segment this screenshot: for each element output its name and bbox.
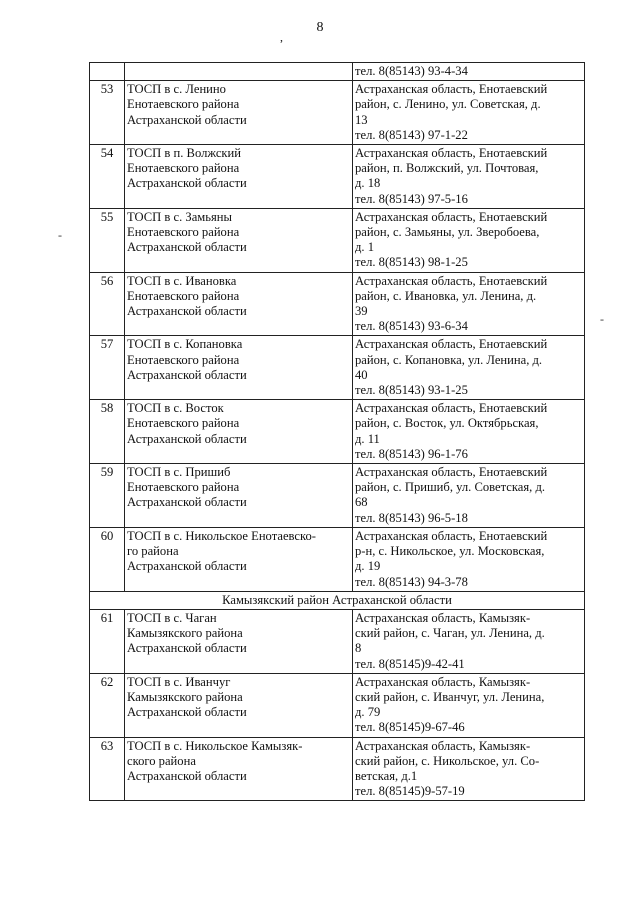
table-row <box>90 63 585 81</box>
office-name-line: ТОСП в с. Ленино <box>127 82 226 97</box>
office-name-line: Енотаевского района <box>127 480 240 495</box>
office-address-cell <box>353 272 585 336</box>
address-line: д. 1 <box>355 240 375 255</box>
address-line: Астраханская область, Камызяк- <box>355 738 531 753</box>
office-name-line: Астраханской области <box>127 304 247 319</box>
row-number: 53 <box>90 81 125 145</box>
office-name-cell <box>125 63 353 81</box>
office-name-line: Астраханской области <box>127 176 247 191</box>
address-line: 40 <box>355 367 368 382</box>
office-name-cell <box>125 336 353 400</box>
address-line: Астраханская область, Енотаевский <box>355 337 548 352</box>
address-line: Астраханская область, Енотаевский <box>355 401 548 416</box>
address-line: Астраханская область, Енотаевский <box>355 82 548 97</box>
office-name-line: Астраханской области <box>127 112 247 127</box>
phone-line: тел. 8(85143) 97-5-16 <box>355 191 468 206</box>
office-name-line: Астраханской области <box>127 431 247 446</box>
office-name-line: ТОСП в с. Никольское Енотаевско- <box>127 528 316 543</box>
table-row <box>90 609 585 673</box>
phone-line: тел. 8(85143) 98-1-25 <box>355 255 468 270</box>
section-row <box>90 591 585 609</box>
office-name-line: ТОСП в с. Замьяны <box>127 209 233 224</box>
office-name-line: Астраханской области <box>127 705 247 720</box>
office-name-line: ТОСП в с. Пришиб <box>127 465 231 480</box>
row-number: 61 <box>90 609 125 673</box>
row-number: 55 <box>90 208 125 272</box>
address-line: район, с. Замьяны, ул. Зверобоева, <box>355 225 540 240</box>
office-name-line: Астраханской области <box>127 641 247 656</box>
address-line: д. 11 <box>355 431 380 446</box>
address-line: Астраханская область, Енотаевский <box>355 465 548 480</box>
office-name-cell <box>125 673 353 737</box>
margin-tick: - <box>600 312 604 326</box>
address-line: Астраханская область, Камызяк- <box>355 610 531 625</box>
address-line: Астраханская область, Камызяк- <box>355 674 531 689</box>
address-line: Астраханская область, Енотаевский <box>355 273 548 288</box>
office-name-cell <box>125 272 353 336</box>
address-line: 68 <box>355 495 368 510</box>
office-name-cell <box>125 527 353 591</box>
table-row <box>90 208 585 272</box>
office-name-line: Астраханской области <box>127 495 247 510</box>
address-line: 8 <box>355 641 362 656</box>
address-line: район, п. Волжский, ул. Почтовая, <box>355 161 539 176</box>
address-line: район, с. Восток, ул. Октябрьская, <box>355 416 539 431</box>
table-row <box>90 81 585 145</box>
office-name-line: ТОСП в с. Восток <box>127 401 224 416</box>
phone-line: тел. 8(85143) 94-3-78 <box>355 574 468 589</box>
row-number: 57 <box>90 336 125 400</box>
table-row <box>90 673 585 737</box>
address-line: Астраханская область, Енотаевский <box>355 146 548 161</box>
address-line: район, с. Копановка, ул. Ленина, д. <box>355 352 543 367</box>
office-name-line: Астраханской области <box>127 240 247 255</box>
office-name-cell <box>125 81 353 145</box>
row-number: 62 <box>90 673 125 737</box>
phone-line: тел. 8(85145)9-67-46 <box>355 720 465 735</box>
table-row <box>90 272 585 336</box>
address-line: д. 19 <box>355 559 381 574</box>
phone-line: тел. 8(85143) 93-6-34 <box>355 319 468 334</box>
phone-line: тел. 8(85143) 96-5-18 <box>355 510 468 525</box>
table-row <box>90 464 585 528</box>
table-row <box>90 145 585 209</box>
phone-line: тел. 8(85143) 93-4-34 <box>355 64 468 78</box>
row-number: 63 <box>90 737 125 801</box>
phone-line: тел. 8(85143) 97-1-22 <box>355 127 468 142</box>
office-name-cell <box>125 737 353 801</box>
table-row <box>90 400 585 464</box>
office-name-line: Астраханской области <box>127 768 247 783</box>
office-name-line: Астраханской области <box>127 559 247 574</box>
address-line: д. 79 <box>355 705 381 720</box>
table-row <box>90 737 585 801</box>
address-line: ветская, д.1 <box>355 768 418 783</box>
office-name-cell <box>125 609 353 673</box>
office-address-cell <box>353 737 585 801</box>
row-number-cell <box>90 63 125 81</box>
office-name-line: ского района <box>127 753 196 768</box>
margin-tick: - <box>58 228 62 242</box>
phone-line: тел. 8(85145)9-57-19 <box>355 784 465 799</box>
office-address-cell <box>353 527 585 591</box>
office-name-line: ТОСП в с. Иванчуг <box>127 674 231 689</box>
address-line: район, с. Ленино, ул. Советская, д. <box>355 97 541 112</box>
address-line: Астраханская область, Енотаевский <box>355 209 548 224</box>
phone-line: тел. 8(85143) 96-1-76 <box>355 446 468 461</box>
office-name-line: Камызякского района <box>127 626 243 641</box>
stray-mark: , <box>280 30 283 44</box>
address-line: ский район, с. Иванчуг, ул. Ленина, <box>355 689 545 704</box>
row-number: 59 <box>90 464 125 528</box>
phone-line: тел. 8(85143) 93-1-25 <box>355 383 468 398</box>
address-line: ский район, с. Никольское, ул. Со- <box>355 753 540 768</box>
address-line: район, с. Ивановка, ул. Ленина, д. <box>355 288 537 303</box>
address-line: Астраханская область, Енотаевский <box>355 528 548 543</box>
office-name-cell <box>125 464 353 528</box>
office-name-line: ТОСП в п. Волжский <box>127 146 242 161</box>
address-line: 13 <box>355 112 368 127</box>
office-address-cell <box>353 609 585 673</box>
office-name-cell <box>125 208 353 272</box>
page-number: 8 <box>316 20 324 35</box>
office-address-cell <box>353 336 585 400</box>
row-number: 58 <box>90 400 125 464</box>
office-address-cell <box>353 464 585 528</box>
office-name-line: Енотаевского района <box>127 97 240 112</box>
office-name-line: ТОСП в с. Копановка <box>127 337 243 352</box>
phone-line: тел. 8(85145)9-42-41 <box>355 656 465 671</box>
office-name-line: Енотаевского района <box>127 161 240 176</box>
office-name-line: Енотаевского района <box>127 288 240 303</box>
office-name-line: Астраханской области <box>127 367 247 382</box>
office-address-cell <box>353 63 585 81</box>
office-address-cell <box>353 673 585 737</box>
row-number: 56 <box>90 272 125 336</box>
address-line: ский район, с. Чаган, ул. Ленина, д. <box>355 626 545 641</box>
table-row <box>90 527 585 591</box>
office-name-line: Камызякского района <box>127 689 243 704</box>
office-address-cell <box>353 145 585 209</box>
office-name-line: Енотаевского района <box>127 352 240 367</box>
office-name-cell <box>125 145 353 209</box>
office-address-cell <box>353 400 585 464</box>
address-line: р-н, с. Никольское, ул. Московская, <box>355 544 545 559</box>
address-line: д. 18 <box>355 176 381 191</box>
office-name-line: го района <box>127 544 179 559</box>
table-row <box>90 336 585 400</box>
address-line: район, с. Пришиб, ул. Советская, д. <box>355 480 546 495</box>
section-title: Камызякский район Астраханской области <box>90 591 585 609</box>
office-name-line: ТОСП в с. Ивановка <box>127 273 237 288</box>
row-number: 60 <box>90 527 125 591</box>
office-address-cell <box>353 81 585 145</box>
office-name-line: ТОСП в с. Чаган <box>127 610 217 625</box>
row-number: 54 <box>90 145 125 209</box>
office-address-cell <box>353 208 585 272</box>
office-name-line: Енотаевского района <box>127 416 240 431</box>
address-line: 39 <box>355 304 368 319</box>
office-name-cell <box>125 400 353 464</box>
office-name-line: ТОСП в с. Никольское Камызяк- <box>127 738 303 753</box>
offices-table <box>89 62 585 801</box>
office-name-line: Енотаевского района <box>127 225 240 240</box>
offices-table-body <box>90 63 585 801</box>
